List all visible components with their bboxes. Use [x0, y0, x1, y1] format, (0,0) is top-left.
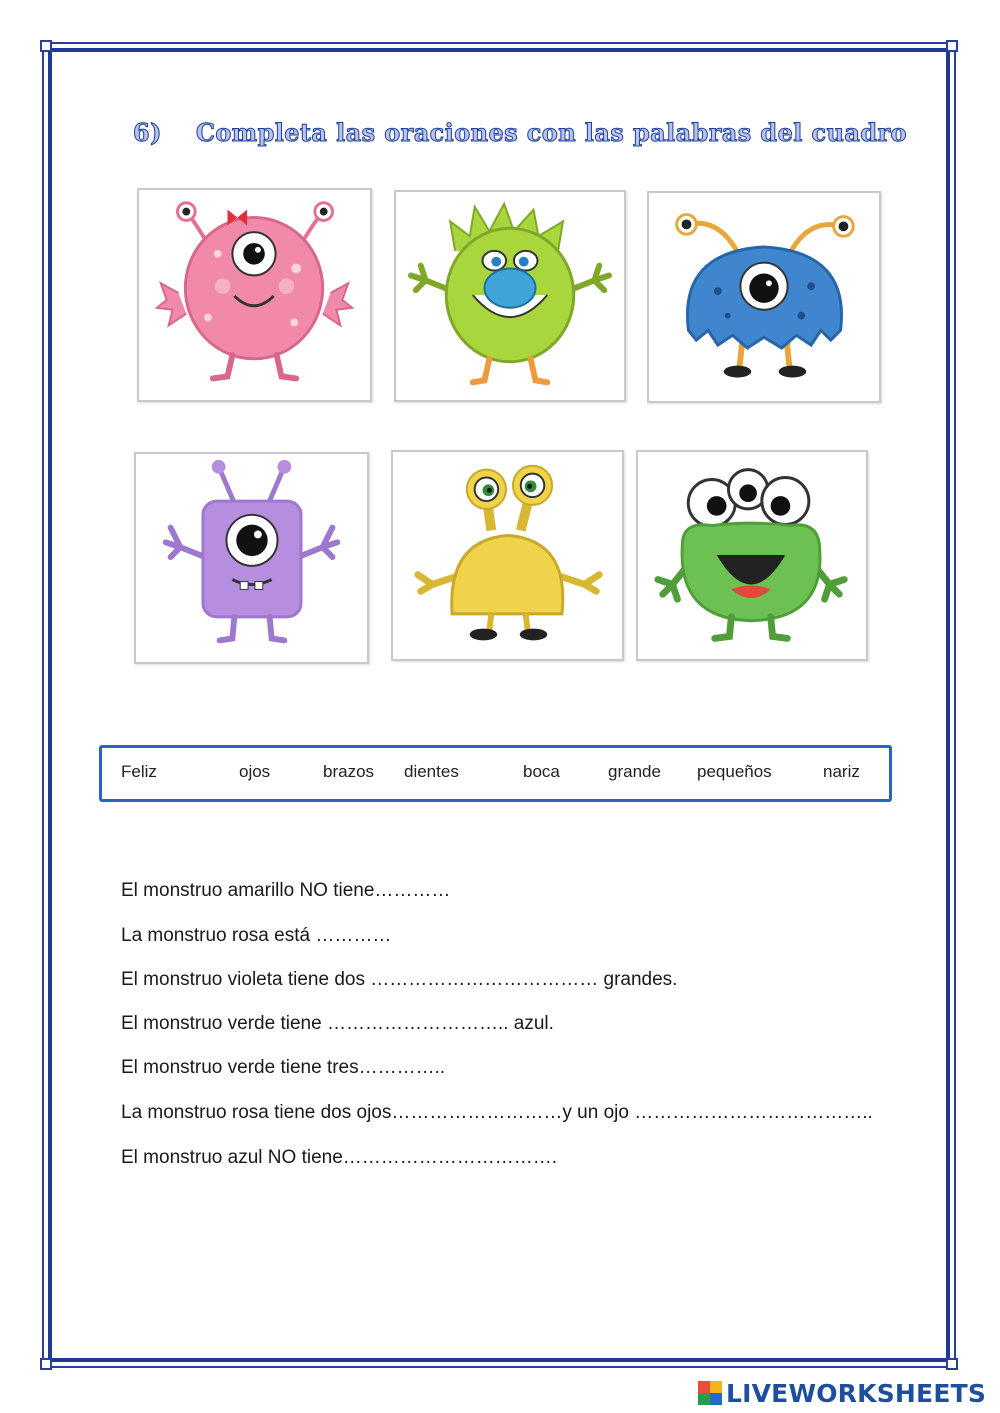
- exercise-title: [133, 118, 907, 147]
- exercise-instruction: Completa las oraciones con las palabras del cuadro: [195, 118, 907, 147]
- word-bank-item: grande: [608, 762, 661, 781]
- sentence-2: La monstruo rosa está …………: [121, 925, 392, 946]
- word-bank-item: nariz: [823, 762, 860, 781]
- monster-card-pink: [137, 188, 372, 402]
- word-bank-item: dientes: [404, 762, 459, 781]
- border-corner: [946, 40, 958, 52]
- pink-monster-icon: [139, 190, 370, 400]
- sentence-7: El monstruo azul NO tiene…………………………….: [121, 1147, 558, 1168]
- yellow-monster-icon: [393, 452, 622, 659]
- border-corner: [40, 1358, 52, 1370]
- word-bank-item: Feliz: [121, 762, 157, 781]
- logo-grid-icon: [698, 1381, 722, 1405]
- sentence-1: El monstruo amarillo NO tiene…………: [121, 880, 451, 901]
- monster-card-green: [636, 450, 868, 661]
- monster-card-violet: [134, 452, 369, 664]
- violet-monster-icon: [136, 454, 367, 662]
- monster-card-yellow: [391, 450, 624, 661]
- word-bank-box: [99, 745, 892, 802]
- border-corner: [40, 40, 52, 52]
- word-bank-item: boca: [523, 762, 560, 781]
- sentence-5: El monstruo verde tiene tres…………..: [121, 1057, 446, 1078]
- liveworksheets-logo[interactable]: [698, 1376, 986, 1410]
- sentence-4: El monstruo verde tiene ……………………….. azul.: [121, 1013, 554, 1034]
- lime-monster-icon: [396, 192, 624, 400]
- word-bank-item: pequeños: [697, 762, 772, 781]
- border-corner: [946, 1358, 958, 1370]
- sentence-6: La monstruo rosa tiene dos ojos………………………y un ojo ………………………………..: [121, 1102, 873, 1123]
- word-bank-item: ojos: [239, 762, 271, 781]
- green-monster-icon: [638, 452, 866, 659]
- logo-text: LIVEWORKSHEETS: [726, 1378, 987, 1408]
- exercise-number: 6): [133, 118, 162, 147]
- blue-monster-icon: [649, 193, 879, 401]
- monster-card-lime: [394, 190, 626, 402]
- monster-card-blue: [647, 191, 881, 403]
- sentence-3: El monstruo violeta tiene dos ……………………………… grandes.: [121, 969, 678, 990]
- word-bank-item: brazos: [323, 762, 375, 781]
